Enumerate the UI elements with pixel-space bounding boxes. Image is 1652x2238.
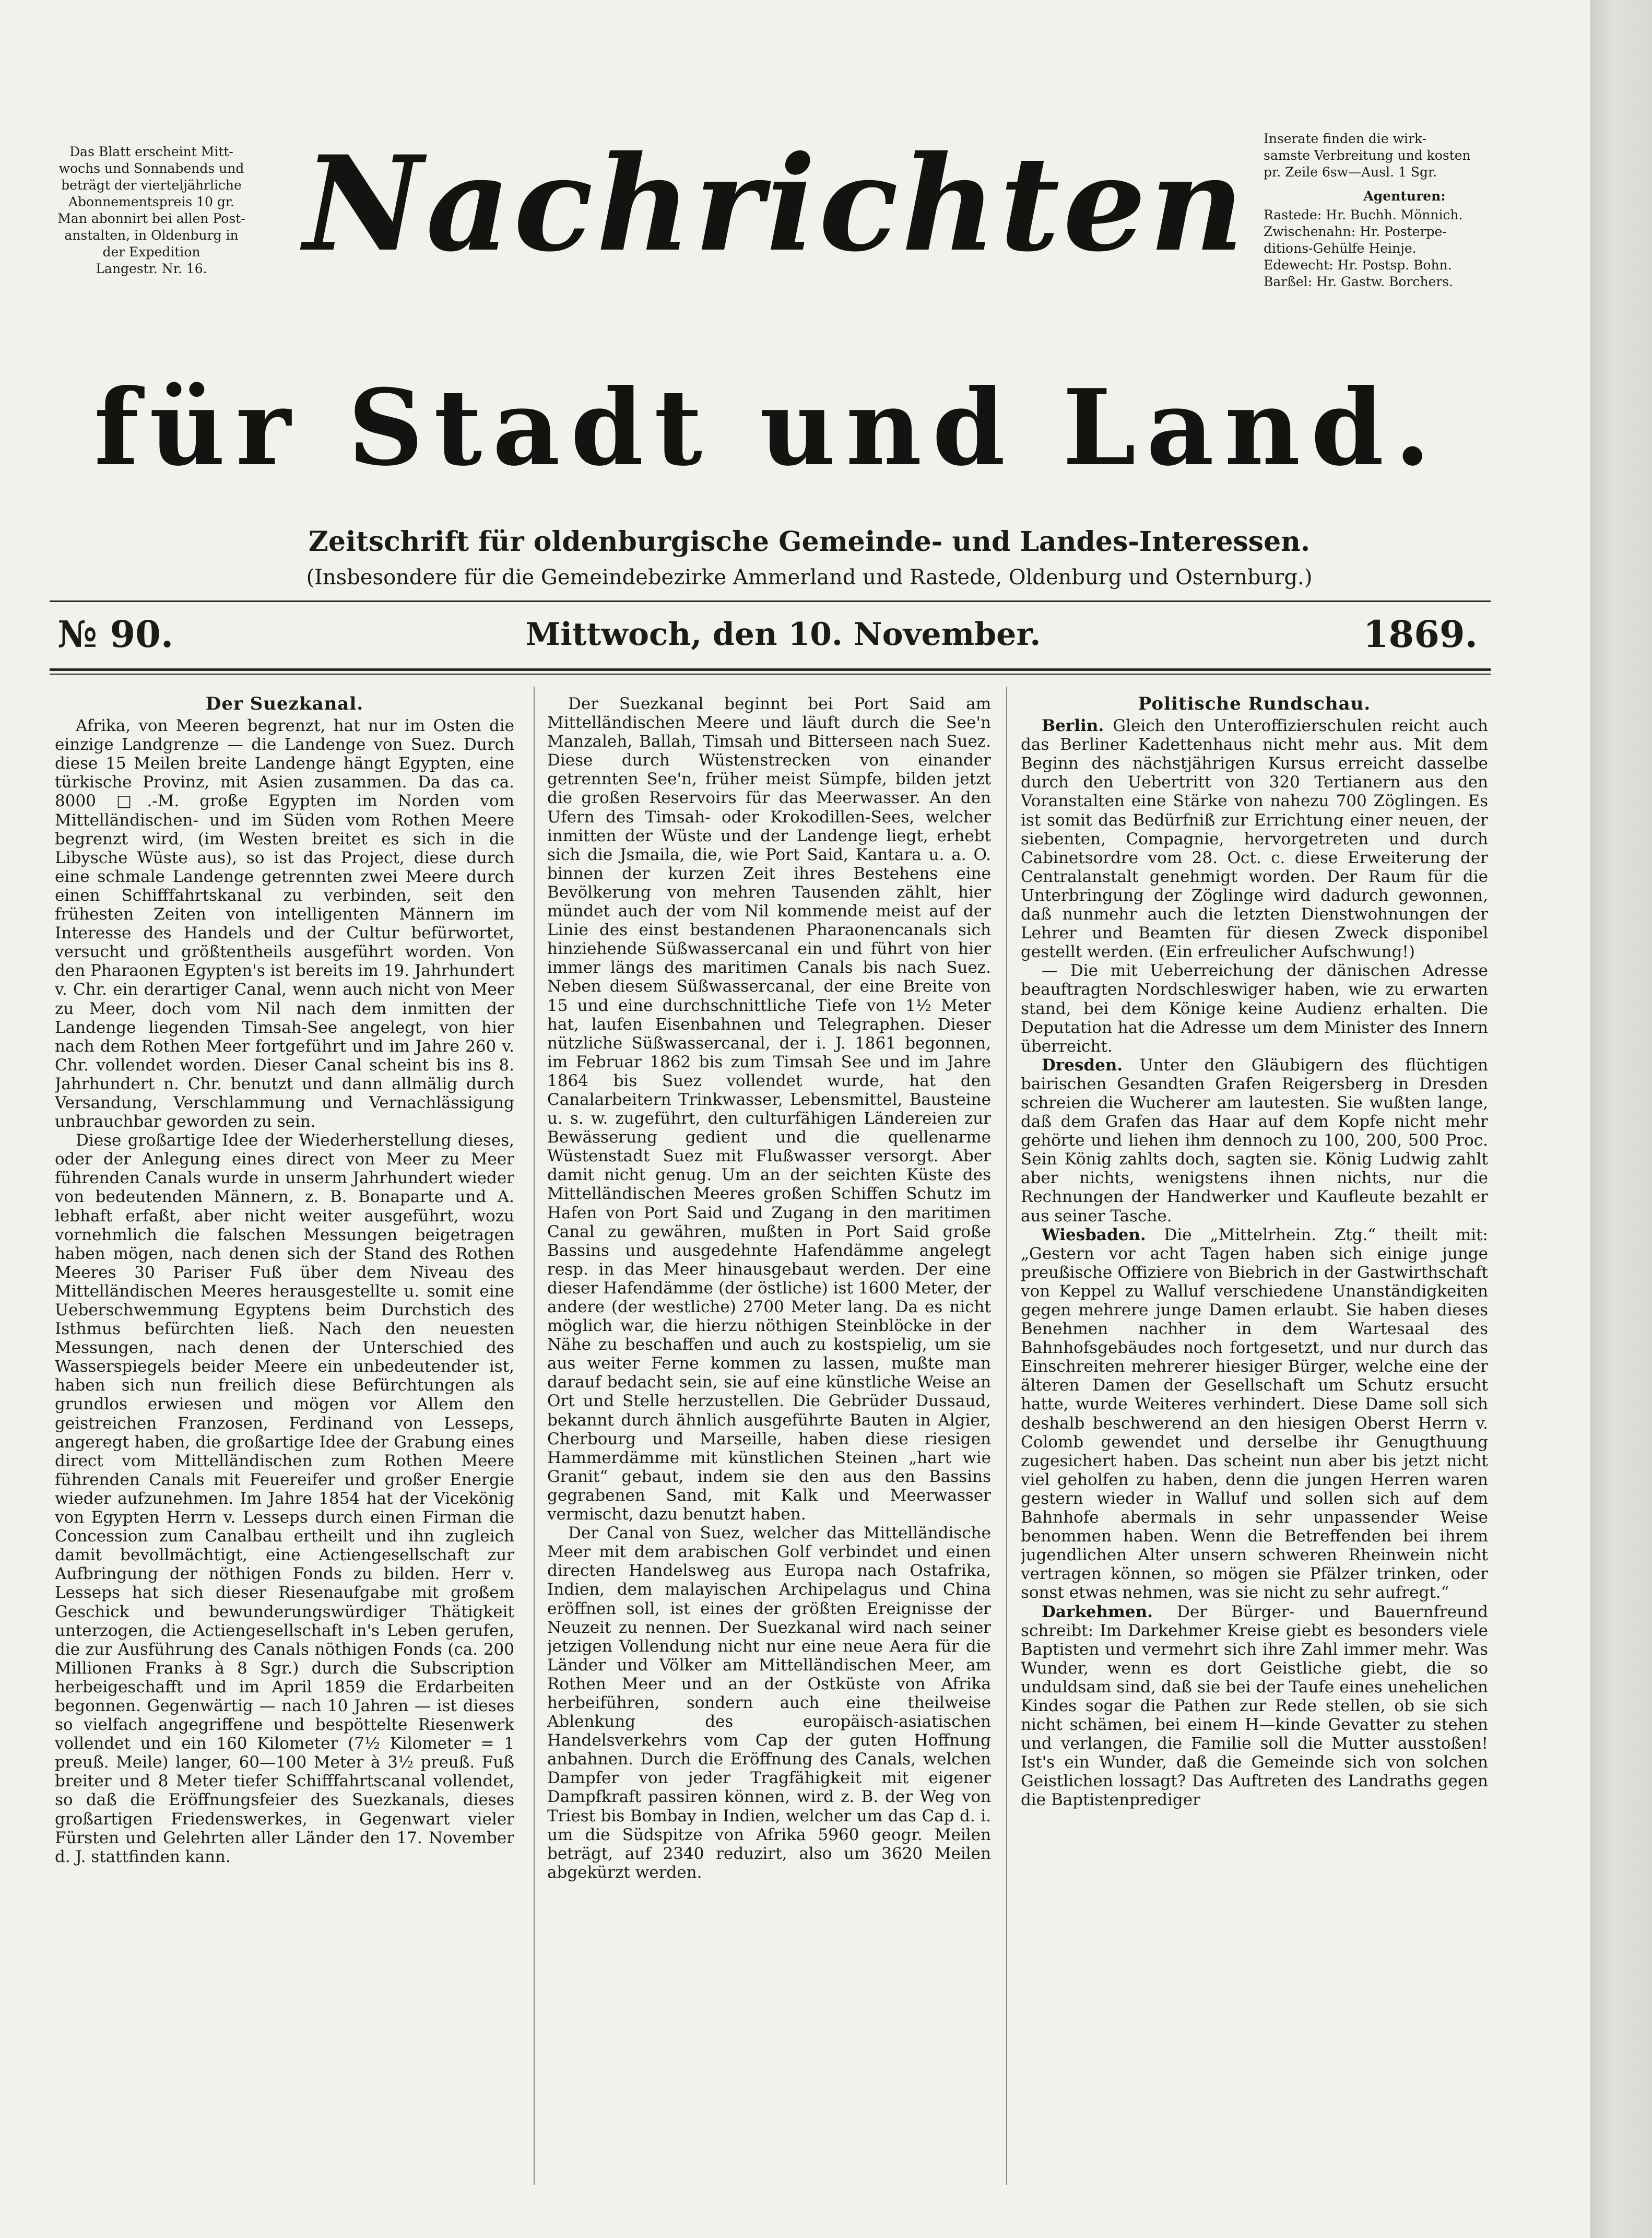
- news-item: [1021, 1603, 1488, 1810]
- bottom-rule-thin: [50, 674, 1491, 675]
- subscription-info: [37, 144, 266, 277]
- info-line: Abonnementspreis 10 gr.: [68, 194, 235, 209]
- news-text: Die „Mittelrhein. Ztg.“ theilt mit: „Gestern vor acht Tagen haben sich einige junge preußische Offiziere von Biebrich in der Gastwirthschaft von Keppel zu Walluf verschiedene Unanständigkeiten gegen mehrere junge Damen erlaubt. Sie haben dieses Benehmen nachher in dem Wartesaal des Bahnhofsgebäudes noch fortgesetzt, und nur durch das Einschreiten mehrerer hiesiger Bürger, welche eine der älteren Damen der Gesellschaft um Schutz ersucht hatte, wurde Weiteres verhindert. Diese Dame soll sich deshalb beschwerend an den hiesigen Oberst Herrn v. Colomb gewendet und derselbe ihr Genugthuung zugesichert haben. Das scheint nun aber bis jetzt nicht viel geholfen zu haben, denn die jungen Herren waren gestern wieder in Walluf und sollen sich auf dem Bahnhofe abermals in sehr unpassender Weise benommen haben. Wenn die Betreffenden bei ihrem jugendlichen Alter unsern schweren Rheinwein nicht vertragen können, so mögen sie Pfälzer trinken, oder sonst etwas nehmen, was sie nicht zu sehr aufregt.“: [1021, 1225, 1488, 1603]
- agency-line: Zwischenahn: Hr. Posterpe-: [1264, 224, 1447, 239]
- bottom-rule: [50, 668, 1491, 671]
- article-suezkanal: [55, 694, 514, 2193]
- top-rule: [50, 600, 1491, 602]
- news-item: [1021, 1056, 1488, 1226]
- agency-line: ditions-Gehülfe Heinje.: [1264, 241, 1417, 256]
- news-item: [1021, 961, 1488, 1055]
- advertising-info: [1264, 131, 1545, 290]
- article-suezkanal-cont: [547, 694, 991, 2104]
- news-place: Wiesbaden.: [1042, 1225, 1146, 1244]
- news-place: Darkehmen.: [1042, 1602, 1153, 1621]
- agencies-title: Agenturen:: [1363, 189, 1446, 204]
- issue-date: Mittwoch, den 10. November.: [525, 616, 1041, 653]
- info-line: wochs und Sonnabends und: [58, 161, 244, 176]
- issue-year: 1869.: [1363, 612, 1478, 656]
- political-review: [1021, 694, 1488, 2193]
- article-paragraph: Diese großartige Idee der Wiederherstellung dieses, oder der Anlegung eines direct von Meer zu Meer führenden Canals wurde in unserm Jahrhundert wieder von bedeutenden Männern, z. B. Bonaparte und A. lebhaft erfaßt, aber nicht weiter ausgeführt, wozu vornehmlich die falschen Messungen beigetragen haben mögen, nach denen sich der Stand des Rothen Meeres 30 Pariser Fuß über dem Niveau des Mittelländischen Meeres herausgestellte u. somit eine Ueberschwemmung Egyptens beim Durchstich des Isthmus befürchten ließ. Nach den neuesten Messungen, nach denen der Unterschied des Wasserspiegels beider Meere ein unbedeutender ist, haben sich nun freilich diese Befürchtungen als grundlos erwiesen und mögen vor Allem den geistreichen Franzosen, Ferdinand von Lesseps, angeregt haben, die großartige Idee der Grabung eines direct vom Mittelländischen zum Rothen Meere führenden Canals mit Feuereifer und großer Energie wieder aufzunehmen. Im Jahre 1854 hat der Vicekönig von Egypten Herrn v. Lesseps durch einen Firman die Concession zum Canalbau ertheilt und ihn zugleich damit bevollmächtigt, eine Actiengesellschaft zur Aufbringung der nöthigen Fonds zu bilden. Herr v. Lesseps hat sich dieser Riesenaufgabe mit großem Geschick und bewunderungswürdiger Thätigkeit unterzogen, die Actiengesellschaft in's Leben gerufen, die zur Ausführung des Canals nöthigen Fonds (ca. 200 Millionen Franks à 8 Sgr.) durch die Subscription herbeigeschafft und im April 1859 die Erdarbeiten begonnen. Gegenwärtig — nach 10 Jahren — ist dieses so vielfach angegriffene und bespöttelte Riesenwerk vollendet und ein 160 Kilometer (7½ Kilometer = 1 preuß. Meile) langer, 60—100 Meter à 3½ preuß. Fuß breiter und 8 Meter tiefer Schifffahrtscanal vollendet, so daß die Eröffnungsfeier des Suezkanals, dieses großartigen Friedenswerkes, in Gegenwart vieler Fürsten und Gelehrten aller Länder den 17. November d. J. stattfinden kann.: [55, 1131, 514, 1866]
- info-line: pr. Zeile 6sw—Ausl. 1 Sgr.: [1264, 164, 1437, 180]
- info-line: der Expedition: [102, 244, 200, 260]
- info-line: Das Blatt erscheint Mitt-: [69, 144, 233, 159]
- article-heading: Der Suezkanal.: [205, 694, 364, 714]
- info-line: Langestr. Nr. 16.: [96, 261, 207, 276]
- news-text: Unter den Gläubigern des flüchtigen bairischen Gesandten Grafen Reigersberg in Dresden schreien die Wucherer am lautesten. Sie wußten lange, daß dem Grafen das Haar auf dem Kopfe nicht mehr gehörte und liehen ihm dennoch zu 100, 200, 500 Proc. Sein König zahlts doch, sagten sie. König Ludwig zahlt aber nichts, wenigstens ihnen nichts, nur die Rechnungen der Handwerker und Kaufleute bezahlt er aus seiner Tasche.: [1021, 1055, 1488, 1226]
- masthead-title: Nachrichten: [303, 127, 1247, 280]
- column-divider: [534, 687, 535, 2185]
- article-paragraph: Der Canal von Suez, welcher das Mittelländische Meer mit dem arabischen Golf verbindet und einen directen Handelsweg aus Europa nach Ostafrika, Indien, dem malayischen Archipelagus und China eröffnen soll, ist eines der größten Ereignisse der Neuzeit zu nennen. Der Suezkanal wird nach seiner jetzigen Vollendung nicht nur eine neue Aera für die Länder und Völker am Mittelländischen Meer, am Rothen Meer und an der Ostküste von Afrika herbeiführen, sondern auch eine theilweise Ablenkung des europäisch-asiatischen Handelsverkehrs vom Cap der guten Hoffnung anbahnen. Durch die Eröffnung des Canals, welchen Dampfer von jeder Tragfähigkeit mit eigener Dampfkraft passiren können, wird z. B. der Weg von Triest bis Bombay in Indien, welcher um das Cap d. i. um die Südspitze von Afrika 5960 geogr. Meilen beträgt, auf 2340 reduzirt, also um 3620 Meilen abgekürzt werden.: [547, 1524, 991, 1882]
- masthead-tagline: Zeitschrift für oldenburgische Gemeinde- und Landes-Interessen.: [308, 526, 1311, 558]
- issue-number: № 90.: [57, 612, 174, 656]
- news-item: [1021, 716, 1488, 961]
- news-item: [1021, 1226, 1488, 1603]
- article-paragraph: Der Suezkanal beginnt bei Port Said am Mittelländischen Meere und läuft durch die See'n Manzaleh, Ballah, Timsah und Bitterseen nach Suez. Diese durch Wüstenstrecken von einander getrennten See'n, früher meist Sümpfe, bilden jetzt die großen Reservoirs für das Meerwasser. An den Ufern des Timsah- oder Krokodillen-Sees, welcher inmitten der Wüste und der Landenge liegt, erhebt sich die Jsmaila, die, wie Port Said, Kantara u. a. O. binnen der kurzen Zeit ihres Bestehens eine Bevölkerung von mehren Tausenden zählt, hier mündet auch der vom Nil kommende meist auf der Linie des einst bestandenen Pharaonencanals sich hinziehende Süßwassercanal ein und führt von hier immer längs des maritimen Canals bis nach Suez. Neben diesem Süßwassercanal, der eine Breite von 15 und eine durchschnittliche Tiefe von 1½ Meter hat, laufen Eisenbahnen und Telegraphen. Dieser nützliche Süßwassercanal, der i. J. 1861 begonnen, im Februar 1862 bis zum Timsah See und im Jahre 1864 bis Suez vollendet wurde, hat den Canalarbeitern Trinkwasser, Lebensmittel, Bausteine u. s. w. zugeführt, den culturfähigen Ländereien zur Bewässerung gedient und die quellenarme Wüstenstadt Suez mit Flußwasser versorgt. Aber damit nicht genug. Um an der seichten Küste des Mittelländischen Meeres großen Schiffen Schutz im Hafen von Port Said und Zugang in den maritimen Canal zu gewähren, mußten in Port Said große Bassins und ausgedehnte Hafendämme angelegt resp. in das Meer hinausgebaut werden. Der eine dieser Hafendämme (der östliche) ist 1600 Meter, der andere (der westliche) 2700 Meter lang. Da es nicht möglich war, die hierzu nöthigen Steinblöcke in der Nähe zu beschaffen und auch zu kostspielig, um sie aus weiter Ferne kommen zu lassen, mußte man darauf bedacht sein, sie auf eine künstliche Weise an Ort und Stelle herzustellen. Die Gebrüder Dussaud, bekannt durch ähnlich ausgeführte Bauten in Algier, Cherbourg und Marseille, haben diese riesigen Hammerdämme mit künstlichen Steinen „hart wie Granit“ gebaut, indem sie den aus den Bassins gegrabenen Sand, mit Kalk und Meerwasser vermischt, dazu benutzt haben.: [547, 694, 991, 1524]
- column-divider: [1006, 687, 1007, 2185]
- info-line: beträgt der vierteljährliche: [61, 178, 242, 193]
- binding-gutter: [1590, 0, 1652, 2238]
- info-line: anstalten, in Oldenburg in: [64, 228, 239, 243]
- section-heading: Politische Rundschau.: [1138, 694, 1371, 714]
- news-text: Gleich den Unteroffizierschulen reicht auch das Berliner Kadettenhaus nicht mehr aus. Mit dem Beginn des nächstjährigen Kursus erreicht dasselbe durch den Uebertritt von 320 Tertianern aus den Voranstalten eine Stärke von nahezu 700 Zöglingen. Es ist somit das Bedürfniß zur Errichtung einer neuen, der siebenten, Compagnie, hervorgetreten und durch Cabinetsordre vom 28. Oct. c. diese Erweiterung der Centralanstalt genehmigt worden. Der Raum für die Unterbringung der Zöglinge wird dadurch gewonnen, daß nunmehr auch die letzten Dienstwohnungen der Lehrer und Beamten für diesen Zweck disponibel gestellt werden. (Ein erfreulicher Aufschwung!): [1021, 716, 1488, 962]
- info-line: samste Verbreitung und kosten: [1264, 148, 1471, 163]
- agency-line: Edewecht: Hr. Postsp. Bohn.: [1264, 257, 1452, 273]
- agency-line: Rastede: Hr. Buchh. Mönnich.: [1264, 207, 1463, 222]
- news-text: — Die mit Ueberreichung der dänischen Adresse beauftragten Nordschleswiger haben, wie zu erwarten stand, bei dem Könige keine Audienz erhalten. Die Deputation hat die Adresse um dem Minister des Innern überreicht.: [1021, 961, 1488, 1056]
- masthead-subtitle-line: für Stadt und Land.: [93, 367, 1442, 489]
- info-line: Man abonnirt bei allen Post-: [57, 211, 245, 226]
- news-text: Der Bürger- und Bauernfreund schreibt: Im Darkehmer Kreise giebt es besonders viele Baptisten und vermehrt sich ihre Zahl immer mehr. Was Wunder, wenn es dort Geistliche giebt, die so unduldsam sind, daß sie bei der Taufe eines unehelichen Kindes sogar die Pathen zur Rede stellen, ob sie sich nicht schämen, bei einem H—kinde Gevatter zu stehen und verlangen, die Familie soll die Mutter ausstoßen! Ist's ein Wunder, daß die Gemeinde sich von solchen Geistlichen lossagt? Das Auftreten des Landraths gegen die Baptistenprediger: [1021, 1602, 1488, 1810]
- article-paragraph: Afrika, von Meeren begrenzt, hat nur im Osten die einzige Landgrenze — die Landenge von Suez. Durch diese 15 Meilen breite Landenge hängt Egypten, eine türkische Provinz, mit Asien zusammen. Da das ca. 8000 □.-M. große Egypten im Norden vom Mittelländischen- und im Süden vom Rothen Meere begrenzt wird, (im Westen breitet es sich in die Libysche Wüste aus), so ist das Project, diese durch eine schmale Landenge getrennten zwei Meere durch einen Schifffahrtskanal zu verbinden, seit den frühesten Zeiten von intelligenten Männern im Interesse des Handels und der Cultur befürwortet, versucht und größtentheils ausgeführt worden. Von den Pharaonen Egypten's ist bereits im 19. Jahrhundert v. Chr. ein derartiger Canal, wenn auch nicht von Meer zu Meer, doch vom Nil nach dem inmitten der Landenge liegenden Timsah-See angelegt, von hier nach dem Rothen Meer fortgeführt und im Jahre 260 v. Chr. vollendet worden. Dieser Canal scheint bis ins 8. Jahrhundert n. Chr. benutzt und dann allmälig durch Versandung, Verschlammung und Vernachlässigung unbrauchbar geworden zu sein.: [55, 716, 514, 1132]
- masthead-tagline-2: (Insbesondere für die Gemeindebezirke Ammerland und Rastede, Oldenburg und Osternburg.): [306, 566, 1313, 590]
- news-place: Dresden.: [1042, 1055, 1123, 1075]
- agency-line: Barßel: Hr. Gastw. Borchers.: [1264, 274, 1454, 289]
- news-place: Berlin.: [1042, 716, 1104, 736]
- info-line: Inserate finden die wirk-: [1264, 131, 1427, 146]
